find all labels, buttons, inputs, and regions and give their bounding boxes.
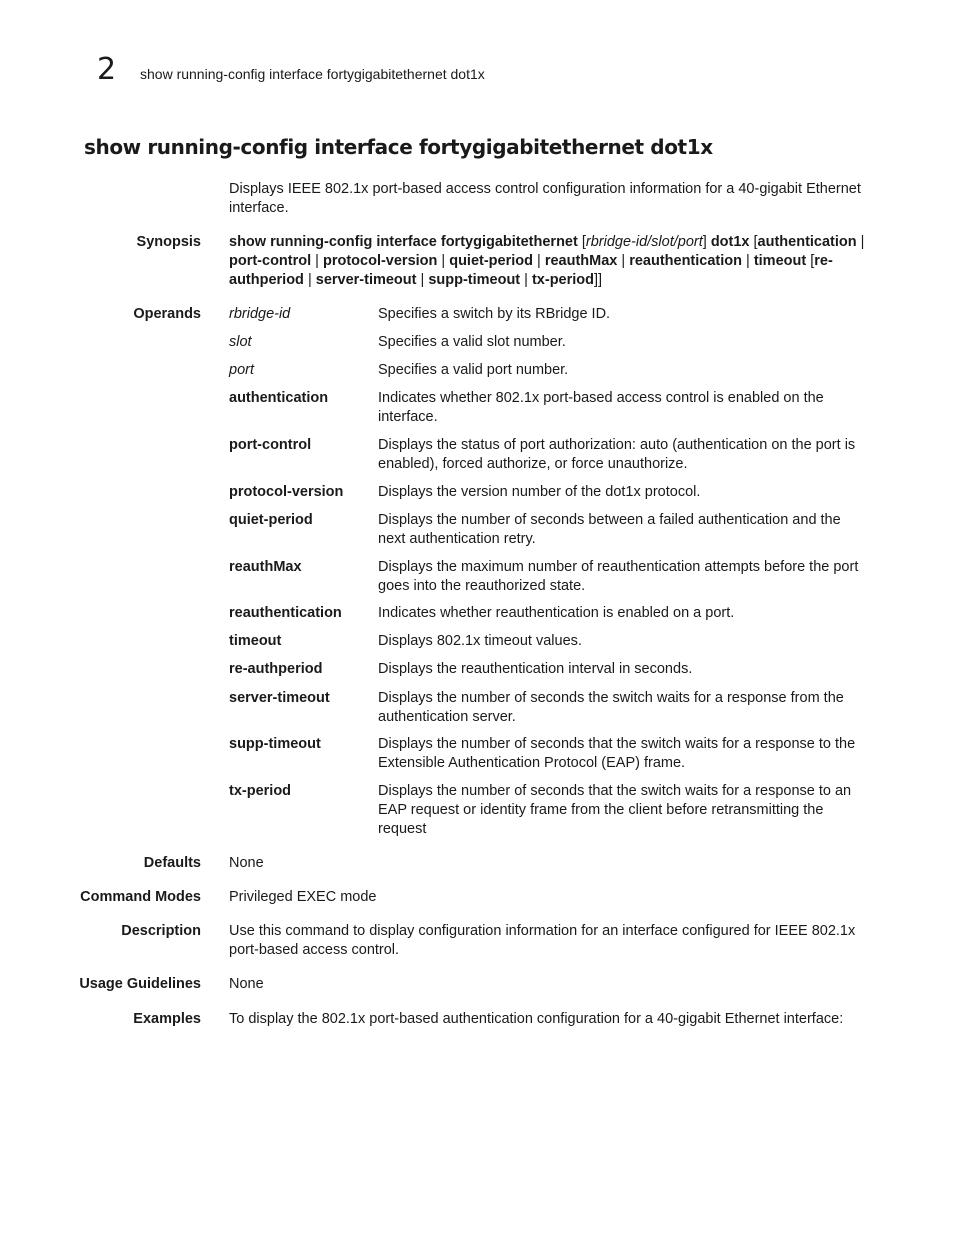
usage-guidelines-label: Usage Guidelines (79, 976, 201, 992)
synopsis-bracket: [ (806, 253, 815, 269)
synopsis-keyword: re-authperiod (229, 253, 833, 288)
operand-description: Displays the number of seconds the switch waits for a response from the authentication server. (378, 690, 844, 725)
synopsis-separator: | (533, 253, 545, 269)
defaults-value: None (229, 855, 264, 871)
operand-description: Displays the number of seconds that the switch waits for a response to the Extensible Authentication Protocol (EAP) frame. (378, 736, 856, 771)
operand-name: port (229, 362, 254, 378)
synopsis-bracket: ]] (594, 272, 603, 288)
operand-name: reauthentication (229, 605, 342, 621)
operand-description: Specifies a valid port number. (378, 362, 569, 378)
operand-name: quiet-period (229, 512, 313, 528)
operand-description: Indicates whether reauthentication is enabled on a port. (378, 605, 735, 621)
operand-description: Specifies a valid slot number. (378, 334, 566, 350)
operand-description: Displays the maximum number of reauthentication attempts before the port goes into the reauthorized state. (378, 559, 859, 594)
synopsis-separator: | (311, 253, 323, 269)
operand-name: rbridge-id (229, 306, 291, 322)
synopsis-separator: | (856, 234, 865, 250)
synopsis-separator: | (520, 272, 532, 288)
operand-description: Displays the version number of the dot1x protocol. (378, 484, 701, 500)
synopsis-keyword: reauthentication (629, 253, 742, 269)
synopsis-keyword: reauthMax (544, 253, 618, 269)
chapter-number: 2 (97, 52, 117, 87)
description-label: Description (121, 923, 201, 939)
defaults-label: Defaults (143, 855, 201, 871)
synopsis-separator: | (416, 272, 429, 288)
operand-description: Displays the number of seconds between a failed authentication and the next authentication retry. (378, 512, 841, 547)
operand-name: tx-period (229, 783, 292, 799)
synopsis-keyword: port-control (229, 253, 312, 269)
operand-name: reauthMax (229, 559, 302, 575)
operand-name: supp-timeout (229, 736, 321, 752)
operand-description: Specifies a switch by its RBridge ID. (378, 306, 611, 322)
operand-name: slot (229, 334, 252, 350)
examples-label: Examples (133, 1011, 201, 1027)
operand-name: re-authperiod (229, 661, 323, 677)
synopsis-keyword: quiet-period (449, 253, 533, 269)
synopsis-keyword: protocol-version (322, 253, 438, 269)
operand-description: Displays the status of port authorization: auto (authentication on the port is enabled), forced authorize, or force unauthorize. (378, 437, 856, 472)
synopsis-bracket: [ (749, 234, 758, 250)
examples-text: To display the 802.1x port-based authentication configuration for a 40-gigabit Ethernet interface: (229, 1011, 844, 1027)
operand-name: timeout (229, 633, 282, 649)
synopsis-command: show running-config interface fortygigabitethernet (229, 234, 578, 250)
command-modes-value: Privileged EXEC mode (229, 889, 377, 905)
operand-name: server-timeout (229, 690, 330, 706)
synopsis-bracket: [ (577, 234, 586, 250)
operand-name: protocol-version (229, 484, 344, 500)
synopsis-separator: | (617, 253, 630, 269)
operands-label: Operands (133, 306, 201, 322)
operand-description: Displays 802.1x timeout values. (378, 633, 582, 649)
command-title: show running-config interface fortygigabitethernet dot1x (84, 135, 713, 159)
usage-guidelines-value: None (229, 976, 264, 992)
operand-name: authentication (229, 390, 329, 406)
description-text: Use this command to display configuration information for an interface configured for IEEE 802.1x port-based access control. (229, 923, 856, 958)
running-header-title: show running-config interface fortygigabitethernet dot1x (140, 66, 485, 82)
synopsis-keyword: tx-period (531, 272, 594, 288)
synopsis-separator: | (741, 253, 754, 269)
operand-description: Indicates whether 802.1x port-based access control is enabled on the interface. (378, 390, 824, 425)
synopsis-separator: | (303, 272, 316, 288)
synopsis-keyword: server-timeout (315, 272, 417, 288)
synopsis-keyword: dot1x (710, 234, 750, 250)
synopsis-keyword: supp-timeout (428, 272, 521, 288)
synopsis-body (229, 233, 869, 290)
operand-description: Displays the number of seconds that the switch waits for a response to an EAP request or identity frame from the client before retransmitting the request (378, 783, 852, 837)
synopsis-label: Synopsis (136, 234, 201, 250)
operand-name: port-control (229, 437, 312, 453)
synopsis-keyword: authentication (757, 234, 857, 250)
synopsis-keyword: timeout (753, 253, 807, 269)
command-modes-label: Command Modes (80, 889, 201, 905)
synopsis-argument: rbridge-id/slot/port (585, 234, 703, 250)
synopsis-separator: | (437, 253, 450, 269)
command-intro: Displays IEEE 802.1x port-based access control configuration information for a 40-gigabit Ethernet interface. (229, 181, 861, 216)
synopsis-bracket: ] (702, 234, 711, 250)
operand-description: Displays the reauthentication interval in seconds. (378, 661, 693, 677)
